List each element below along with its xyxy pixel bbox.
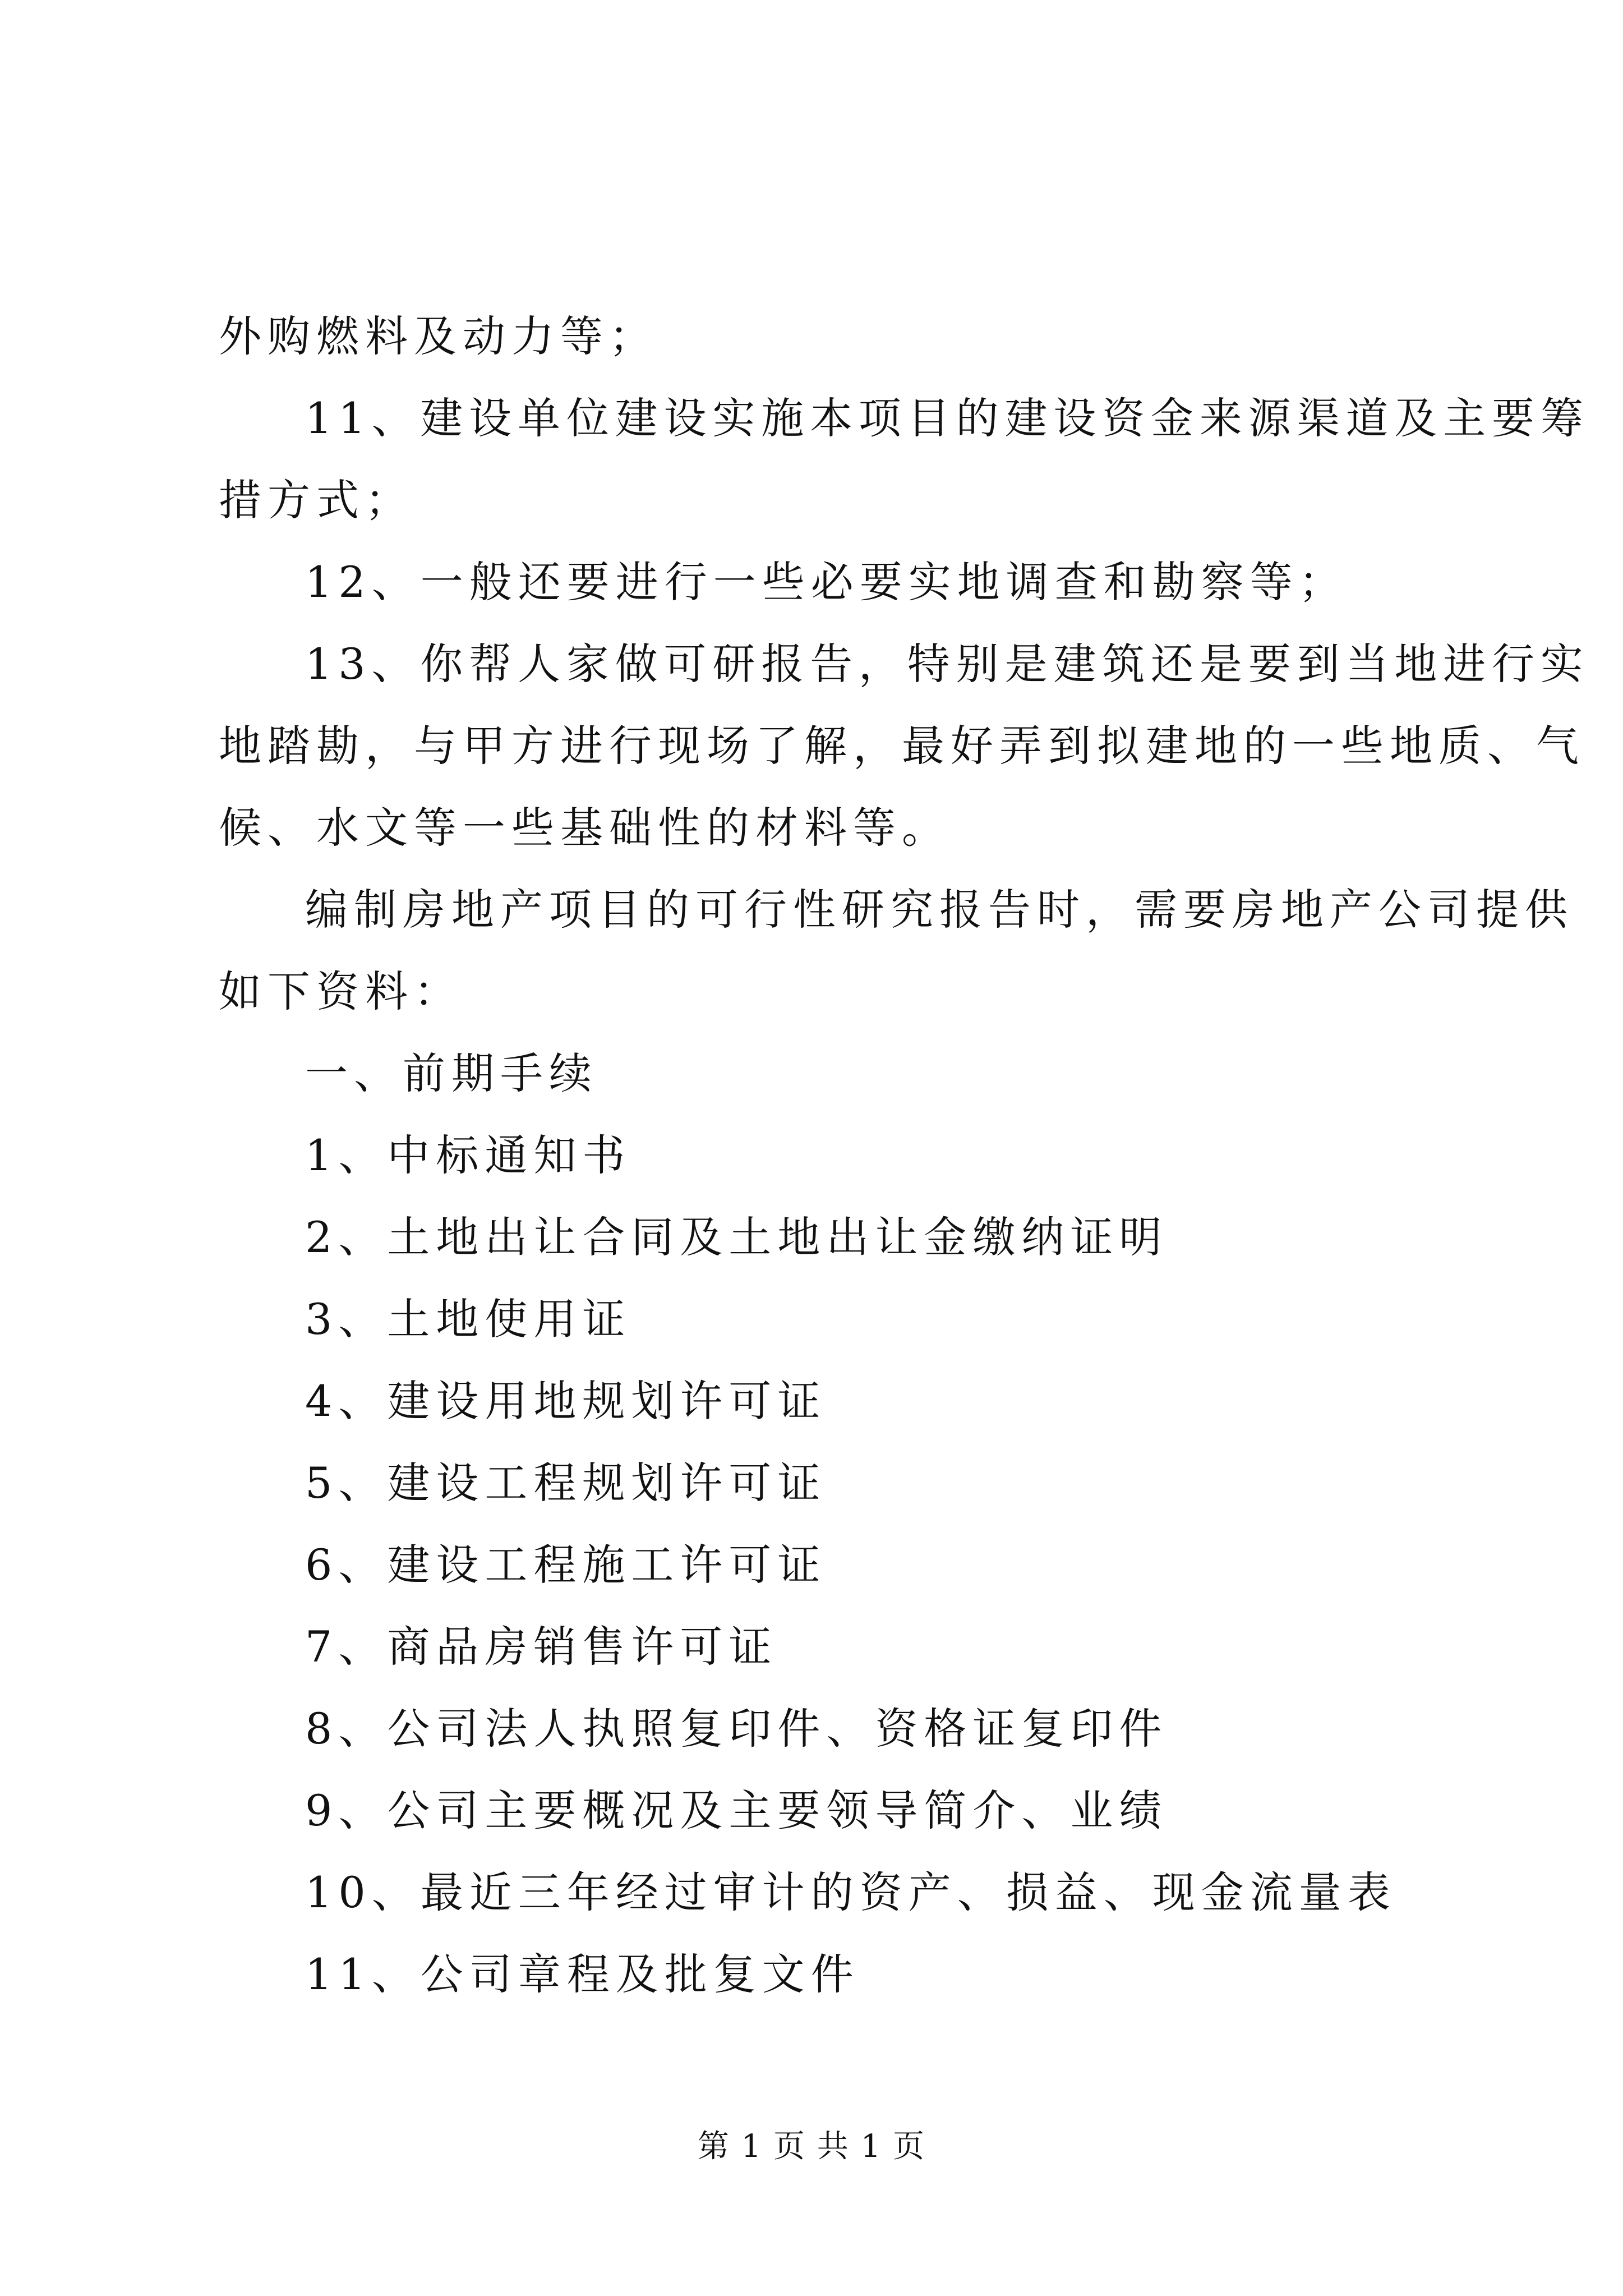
text-line: 如下资料： bbox=[219, 967, 463, 1016]
list-item: 5、建设工程规划许可证 bbox=[305, 1458, 827, 1508]
list-item: 2、土地出让合同及土地出让金缴纳证明 bbox=[305, 1212, 1168, 1262]
list-item: 6、建设工程施工许可证 bbox=[305, 1540, 827, 1590]
text-line: 候、水文等一些基础性的材料等。 bbox=[219, 803, 951, 853]
list-item: 7、商品房销售许可证 bbox=[305, 1622, 778, 1672]
page-footer: 第 1 页 共 1 页 bbox=[697, 2128, 926, 2165]
text-line: 11、建设单位建设实施本项目的建设资金来源渠道及主要筹 bbox=[305, 393, 1589, 443]
section-heading: 一、前期手续 bbox=[305, 1048, 598, 1098]
list-item: 11、公司章程及批复文件 bbox=[305, 1949, 860, 1999]
list-item: 8、公司法人执照复印件、资格证复印件 bbox=[305, 1704, 1168, 1754]
list-item: 9、公司主要概况及主要领导简介、业绩 bbox=[305, 1786, 1168, 1835]
list-item: 4、建设用地规划许可证 bbox=[305, 1376, 827, 1426]
list-item: 3、土地使用证 bbox=[305, 1294, 631, 1344]
text-line: 12、一般还要进行一些必要实地调查和勘察等； bbox=[305, 557, 1348, 607]
text-line: 地踏勘，与甲方进行现场了解，最好弄到拟建地的一些地质、气 bbox=[219, 721, 1585, 771]
text-line: 外购燃料及动力等； bbox=[219, 311, 658, 361]
list-item: 1、中标通知书 bbox=[305, 1130, 631, 1180]
list-item: 10、最近三年经过审计的资产、损益、现金流量表 bbox=[305, 1867, 1396, 1917]
text-line: 措方式； bbox=[219, 475, 414, 525]
text-line: 13、你帮人家做可研报告，特别是建筑还是要到当地进行实 bbox=[305, 639, 1589, 689]
text-line: 编制房地产项目的可行性研究报告时，需要房地产公司提供 bbox=[305, 885, 1574, 935]
